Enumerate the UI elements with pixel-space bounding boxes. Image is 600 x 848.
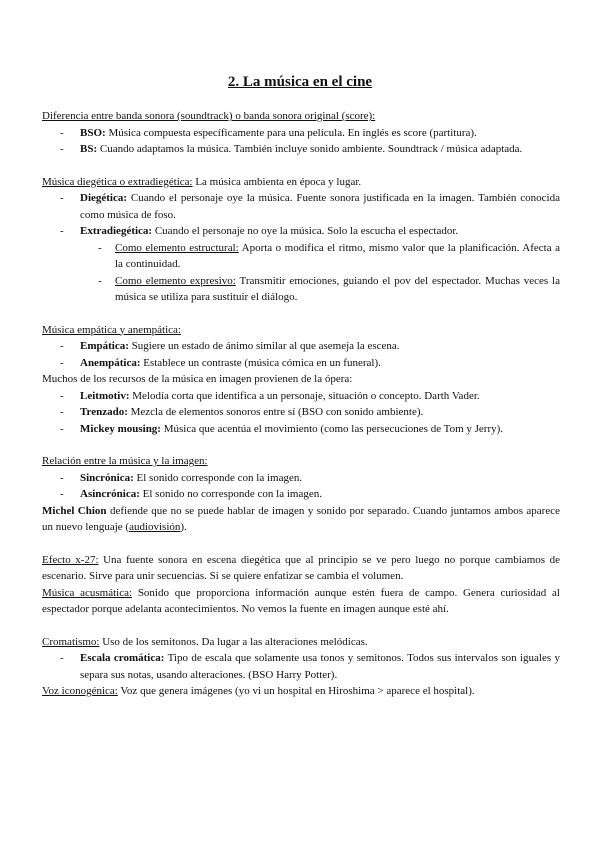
list-item: - BSO: Música compuesta específicamente para una película. En inglés es score (partitura). [42,125,560,142]
list-item: - Sincrónica: El sonido corresponde con la imagen. [42,470,560,487]
list-item: - Anempática: Establece un contraste (música cómica en un funeral). [42,355,560,372]
list-item: - Extradiegética: Cuando el personaje no oye la música. Solo la escucha el espectador. [42,223,560,240]
list-banda-sonora [42,125,560,158]
paragraph-efecto-x27: Efecto x-27: Una fuente sonora en escena diegética que al principio se ve pero luego no porque cambiamos de escenario. Sirve para unir secuencias. Si se quiere enfatizar se cambia el volumen. [42,553,560,582]
spacer [42,536,560,552]
list-diegetica [42,190,560,306]
section-heading-empatica: Música empática y anempática: [42,323,181,336]
list-item: - Mickey mousing: Música que acentúa el movimiento (como las persecuciones de Tom y Jerry). [42,421,560,438]
spacer [42,618,560,634]
sub-list-item: - Como elemento expresivo: Transmitir emociones, guiando el pov del espectador. Muchas veces la música se utiliza para sustituir el diálogo. [42,273,560,306]
list-item: - Diegética: Cuando el personaje oye la música. Fuente sonora justificada en la imagen. También conocida como música de foso. [42,190,560,223]
list-item: - Leitmotiv: Melodía corta que identifica a un personaje, situación o concepto. Darth Vader. [42,388,560,405]
section-heading-relacion: Relación entre la música y la imagen: [42,455,208,467]
section-heading-diegetica: Música diegética o extradiegética: La música ambienta en época y lugar. [42,175,362,188]
list-empatica [42,338,560,371]
page-title: 2. La música en el cine [227,74,373,90]
list-opera [42,388,560,438]
sub-list-item: - Como elemento estructural: Aporta o modifica el ritmo, mismo valor que la planificación. Afecta a la continuidad. [42,240,560,273]
list-item: - Asincrónica: El sonido no corresponde con la imagen. [42,486,560,503]
list-item: - Escala cromática: Tipo de escala que solamente usa tonos y semitonos. Todos sus intervalos son iguales y separa sus notas, usando alteraciones. (BSO Harry Potter). [42,650,560,683]
list-cromatismo [42,650,560,683]
list-item: - BS: Cuando adaptamos la música. También incluye sonido ambiente. Soundtrack / música adaptada. [42,141,560,158]
list-item: - Empática: Sugiere un estado de ánimo similar al que asemeja la escena. [42,338,560,355]
list-item: - Trenzado: Mezcla de elementos sonoros entre sí (BSO con sonido ambiente). [42,404,560,421]
paragraph-chion: Michel Chion defiende que no se puede hablar de imagen y sonido por separado. Cuando juntamos ambos aparece un nuevo lenguaje (audiovisión). [42,504,560,533]
paragraph-acusmatica: Música acusmática: Sonido que proporciona información aunque estén fuera de campo. Genera curiosidad al espectador porque adelanta acontecimientos. No vemos la fuente en imagen aunque esté ahí. [42,586,560,615]
section-heading-banda-sonora: Diferencia entre banda sonora (soundtrack) o banda sonora original (score): [42,110,376,122]
paragraph-cromatismo: Cromatismo: Uso de los semitonos. Da lugar a las alteraciones melódicas. [42,635,368,648]
document-body [42,108,560,700]
spacer [42,158,560,174]
spacer [42,306,560,322]
paragraph-opera: Muchos de los recursos de la música en imagen provienen de la ópera: [42,373,353,385]
spacer [42,437,560,453]
list-relacion [42,470,560,503]
paragraph-voz-iconogenica: Voz iconogénica: Voz que genera imágenes (yo vi un hospital en Hiroshima > aparece el hospital). [42,685,475,697]
